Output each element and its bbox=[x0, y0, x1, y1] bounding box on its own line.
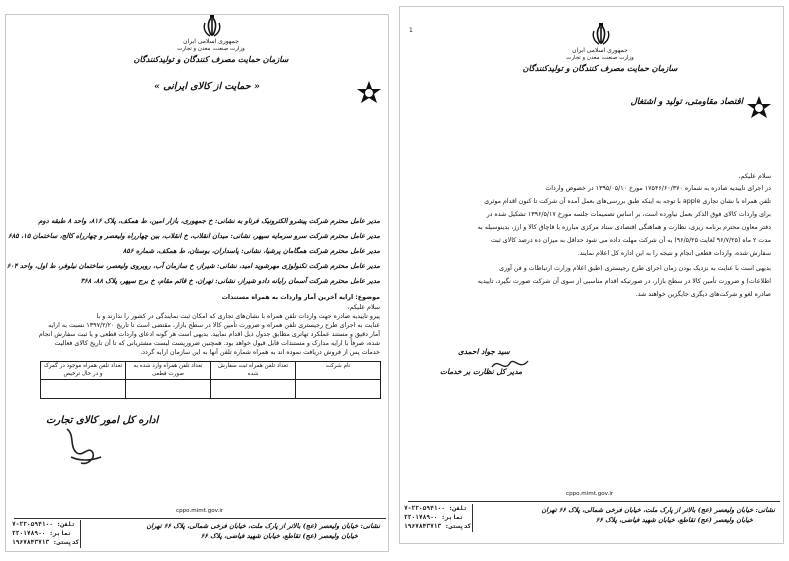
slogan-banner: اقتصاد مقاومتی، تولید و اشتغال bbox=[630, 97, 743, 107]
table-cell bbox=[211, 380, 296, 399]
paragraph-line-7: بدیهی است با عنایت به نزدیک بودن زمان اجرای طرح رجیستری (طبق اعلام وزارت ارتباطات و فن آوری bbox=[499, 265, 771, 272]
subject-line: موضوع: ارایه آخرین آمار واردات به همراه مستندات bbox=[221, 294, 380, 301]
footer-fax: نمابر: ۲۲۰۱۷۸۹۰۰ bbox=[12, 530, 72, 537]
paragraph-line-1: پیرو تاییدیه صادره جهت واردات تلفن همراه با نشان‌های تجاری که امکان ثبت نمایندگی در کشور را ندارند و با bbox=[96, 313, 380, 320]
footer-postal-code: کدپستی: ۱۹۶۷۸۴۳۷۱۳ bbox=[404, 523, 472, 530]
header-line-2: وزارت صنعت، معدن و تجارت bbox=[566, 55, 634, 61]
salutation: سلام علیکم، bbox=[347, 304, 380, 311]
paragraph-line-3: برای واردات کالای فوق الذکر بعمل نیاورده است، بر اساس تصمیمات جلسه مورخ ۱۳۹۶/۵/۱۷ تشکیل شده در bbox=[486, 211, 771, 218]
right-letter-page bbox=[399, 6, 784, 544]
footer-address: نشانی: خیابان ولیعصر (عج) بالاتر از پارک ملت، خیابان فرخی شمالی، پلاک ۶۶ تهران bbox=[541, 506, 775, 514]
import-stats-table bbox=[40, 361, 381, 399]
header-line-1: جمهوری اسلامی ایران bbox=[572, 47, 628, 54]
addressee-1: مدیر عامل محترم شرکت پیشرو الکترونیک فرناو به نشانی: خ جمهوری، بازار امین، ط همکف، پلاک ۸۱۶، واحد ۸ طبقه دوم bbox=[38, 217, 380, 225]
paragraph-line-3: آمار دقیق و مستند عملکرد تهاتری مطابق جدول ذیل اقدام نمایید. بدیهی است هر گونه ادعای واردات قطعی و یا ثبت سفارش انجام bbox=[38, 331, 380, 338]
header-line-1: جمهوری اسلامی ایران bbox=[183, 38, 239, 45]
salutation: سلام علیکم، bbox=[738, 173, 771, 180]
iran-emblem-icon bbox=[199, 15, 225, 39]
table-cell bbox=[41, 380, 126, 399]
footer-url: cppo.mimt.gov.ir bbox=[566, 491, 614, 497]
addressee-3: مدیر عامل محترم شرکت همگامان پرشیا، نشانی: پاسداران، بوستان، ط همکف، شماره ۸۵۶ bbox=[122, 247, 380, 255]
slogan-banner: « حمایت از کالای ایرانی » bbox=[154, 81, 260, 92]
table-cell bbox=[296, 380, 381, 399]
paragraph-line-6: سفارش شده، واردات قطعی انجام و نتیجه را به این اداره کل اعلام نمایند. bbox=[577, 250, 771, 257]
footer-phone: تلفن: ۲۲۰۵۹۴۱۰۰-۷ bbox=[12, 521, 76, 528]
table-row bbox=[41, 380, 381, 399]
page-number: 1 bbox=[409, 27, 413, 34]
table-header-cell: نام شرکت bbox=[296, 362, 381, 380]
footer-address: نشانی: خیابان ولیعصر (عج) بالاتر از پارک ملت، خیابان فرخی شمالی، پلاک ۶۶ تهران bbox=[146, 522, 380, 530]
footer-address-line-2: خیابان ولیعصر (عج) تقاطع، خیابان شهید فیاضی، پلاک ۶۶ bbox=[200, 532, 358, 540]
header-line-3: سازمان حمایت مصرف کنندگان و تولیدکنندگان bbox=[522, 63, 678, 73]
signature-scribble-icon bbox=[61, 427, 105, 469]
footer-postal-code: کدپستی: ۱۹۶۷۸۴۳۷۱۳ bbox=[12, 539, 80, 546]
paragraph-line-4: دفتر معاون محترم برنامه ریزی، نظارت و هماهنگی اقتصادی ستاد مرکزی مبارزه با قاچاق کالا و ارز، بدینوسیله به bbox=[477, 224, 771, 231]
organization-logo-icon bbox=[746, 95, 772, 121]
department-stamp-text: اداره کل امور کالای تجارت bbox=[46, 415, 159, 426]
addressee-2: مدیر عامل محترم شرکت سرو سرمایه سپهر، نشانی: میدان انقلاب، خ انقلاب، بین چهارراه ولیعصر و چهارراه کالج، ساختمان ۱۵، ۶۸۵ bbox=[8, 232, 380, 240]
table-cell bbox=[126, 380, 211, 399]
addressee-4: مدیر عامل محترم شرکت تکنولوژی مهرشوید امید، نشانی: شیراز، خ سازمان آب، روبروی ولیعصر، ساختمان نیلوفر، ط اول، واحد ۶۰۴ bbox=[6, 262, 380, 270]
footer-address-line-2: خیابان ولیعصر (عج) تقاطع، خیابان شهید فیاضی، پلاک ۶۶ bbox=[595, 516, 753, 524]
paragraph-line-5: مدت ۲ ماه (۹۶/۷/۲۵ لغایت ۹۶/۵/۲۵) به آن شرکت مهلت داده می شود حداقل به میزان ده درصد کالای ثبت bbox=[490, 237, 771, 244]
footer-divider bbox=[14, 518, 386, 519]
footer-fax: نمابر: ۲۲۰۱۷۸۹۰۰ bbox=[404, 514, 464, 521]
paragraph-line-8: اطلاعات) و ضرورت تأمین کالا در سطح بازار، در صورتیکه اقدام مناسبی از سوی آن شرکت صورت نگیرد، تاییدیه bbox=[477, 278, 771, 285]
iran-emblem-icon bbox=[588, 23, 614, 47]
footer-separator bbox=[472, 504, 473, 532]
signature-title: مدیر کل نظارت بر خدمات bbox=[440, 367, 523, 376]
table-header-cell: تعداد تلفن همراه ثبت سفارش شده bbox=[211, 362, 296, 380]
organization-logo-icon bbox=[356, 80, 382, 106]
signature-name: سید جواد احمدی bbox=[458, 347, 510, 356]
paragraph-line-2: تلفن همراه با نشان تجاری apple با توجه به اینکه طبق بررسی‌های بعمل آمده آن شرکت تا کنون اقدام موثری bbox=[484, 198, 771, 205]
paragraph-line-2: عنایت به اجرای طرح رجیستری تلفن همراه و ضرورت تأمین کالا در سطح بازار، مقتضی است تا تاریخ ۱۳۹۷/۲/۲۰ نسبت به ارایه bbox=[48, 322, 380, 329]
addressee-5: مدیر عامل محترم شرکت آسمان رایانه دادو شیراز، نشانی: تهران، خ قائم مقام، خ برج سپهر، پلاک ۸۸، ۳۶۸ bbox=[80, 277, 380, 285]
header-line-3: سازمان حمایت مصرف کنندگان و تولیدکنندگان bbox=[133, 54, 289, 64]
footer-phone: تلفن: ۲۲۰۵۹۴۱۰۰-۷ bbox=[404, 505, 468, 512]
table-header-cell: تعداد تلفن همراه موجود در گمرک و در حال ترخیص bbox=[41, 362, 126, 380]
paragraph-line-4: شده، صرفاً با ارایه مدارک و مستندات قابل قبول خواهد بود. همچنین ضروریست لیست مشتریانی که تا آن تاریخ کالای فعالیت خدمات پس از فروش دریافت نموده اند به همراه شماره تلفن آنها به این سازمان ارایه گردد. bbox=[54, 340, 380, 356]
left-letter-page bbox=[5, 14, 389, 552]
paragraph-line-1: در اجرای تاییدیه صادره به شماره ۱۷۵۴۶/۶۰/۳۷۰ مورخ ۱۳۹۵/۰۵/۱۰ در خصوص واردات bbox=[545, 185, 771, 192]
footer-divider bbox=[408, 501, 780, 502]
paragraph-line-9: صادره لغو و شرکت‌های دیگری جایگزین خواهند شد. bbox=[635, 291, 771, 298]
footer-separator bbox=[80, 520, 81, 548]
footer-url: cppo.mimt.gov.ir bbox=[176, 508, 224, 514]
header-line-2: وزارت صنعت، معدن و تجارت bbox=[177, 46, 245, 52]
table-header-row bbox=[41, 362, 381, 380]
table-header-cell: تعداد تلفن همراه وارد شده به صورت قطعی bbox=[126, 362, 211, 380]
